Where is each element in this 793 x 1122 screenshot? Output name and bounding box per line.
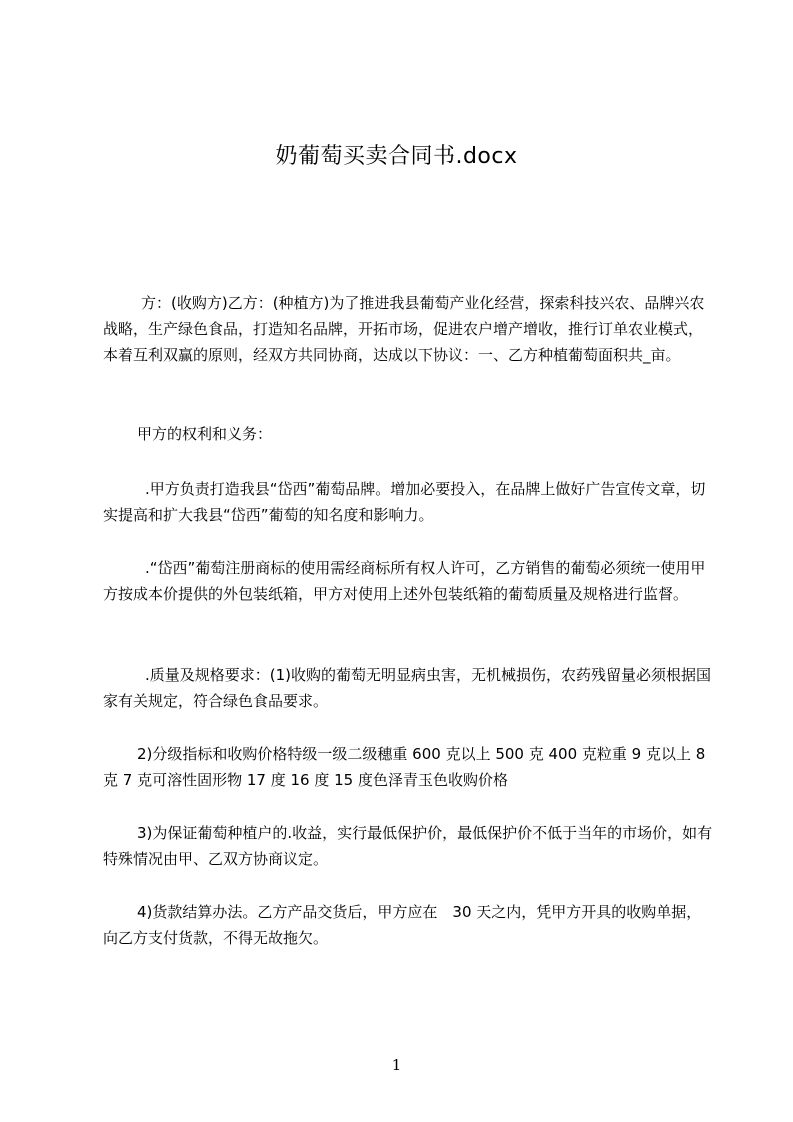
paragraph-5: .质量及规格要求：(1)收购的葡萄无明显病虫害，无机械损伤，农药残留量必须根据国家有关规定，符合绿色食品要求。 [103, 666, 712, 710]
paragraph-3: .甲方负责打造我县“岱西”葡萄品牌。增加必要投入，在品牌上做好广告宣传文章，切实提高和扩大我县“岱西”葡萄的知名度和影响力。 [103, 480, 706, 524]
paragraph-7: 3)为保证葡萄种植户的.收益，实行最低保护价，最低保护价不低于当年的市场价，如有特殊情况由甲、乙双方协商议定。 [103, 824, 713, 868]
paragraph-7-container [103, 820, 713, 872]
paragraph-3-container [103, 476, 713, 528]
paragraph-4-container [103, 555, 713, 607]
paragraph-1-container [103, 290, 713, 368]
paragraph-5-container [103, 662, 713, 714]
paragraph-2-container [103, 421, 713, 447]
page-number: 1 [391, 1056, 402, 1074]
paragraph-2: 甲方的权利和义务： [137, 425, 273, 443]
paragraph-8: 4)货款结算办法。乙方产品交货后，甲方应在 30 天之内，凭甲方开具的收购单据，向乙方支付货款，不得无故拖欠。 [103, 903, 702, 947]
paragraph-4: .“岱西”葡萄注册商标的使用需经商标所有权人许可，乙方销售的葡萄必须统一使用甲方按成本价提供的外包装纸箱，甲方对使用上述外包装纸箱的葡萄质量及规格进行监督。 [103, 559, 706, 603]
paragraph-6-container [103, 741, 713, 793]
paragraph-6: 2)分级指标和收购价格特级一级二级穗重 600 克以上 500 克 400 克粒重 9 克以上 8 克 7 克可溶性固形物 17 度 16 度 15 度色泽青玉色收购价格 [103, 745, 706, 789]
paragraph-1: 方：(收购方)乙方：(种植方)为了推进我县葡萄产业化经营，探索科技兴农、品牌兴农战略，生产绿色食品，打造知名品牌，开拓市场，促进农户增产增收，推行订单农业模式，本着互利双赢的原则，经双方共同协商，达成以下协议：一、乙方种植葡萄面积共_亩。 [103, 294, 705, 364]
document-title: 奶葡萄买卖合同书.docx [275, 144, 518, 169]
paragraph-8-container [103, 899, 713, 951]
